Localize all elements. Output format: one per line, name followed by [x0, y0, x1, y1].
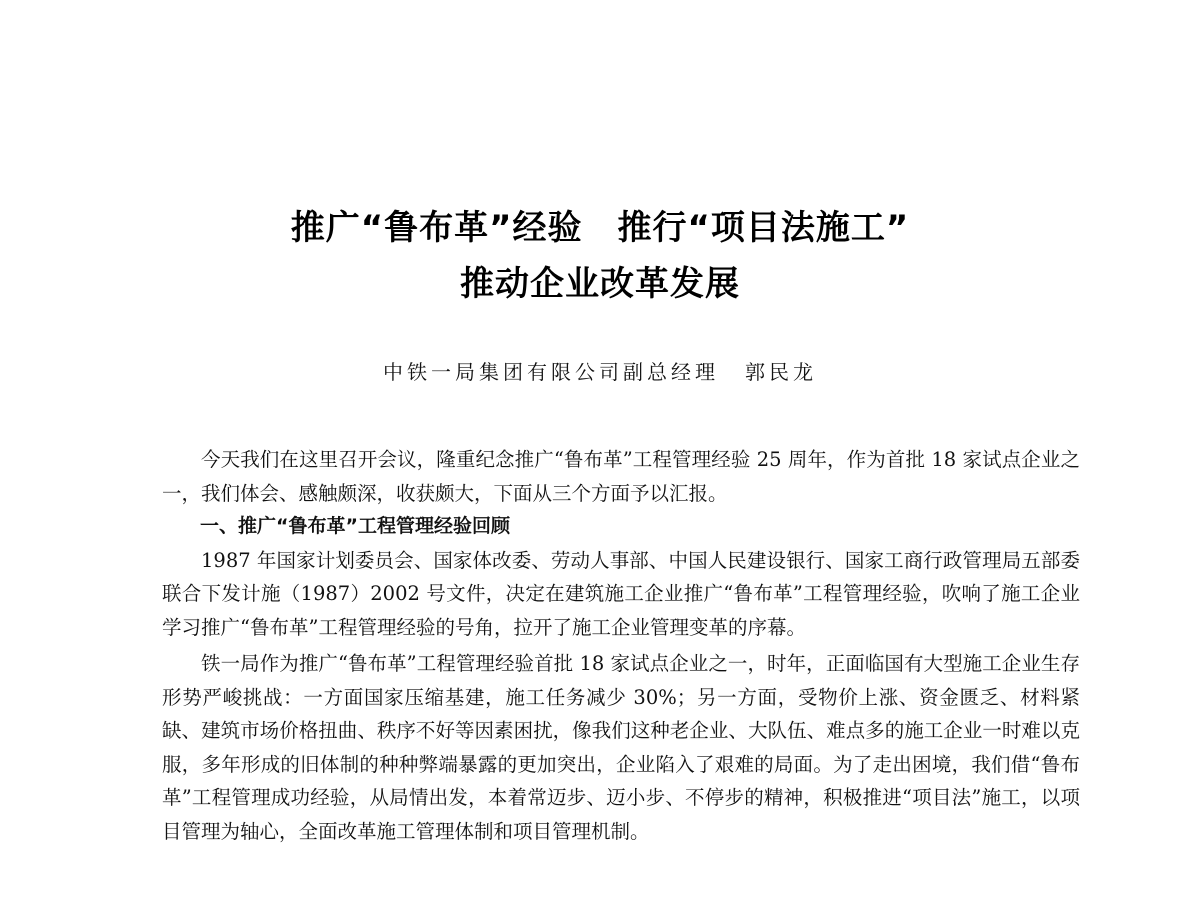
- author-organization: 中铁一局集团有限公司副总经理: [383, 360, 719, 384]
- section-heading: 一、推广“鲁布革”工程管理经验回顾: [200, 515, 510, 537]
- body-paragraph: 铁一局作为推广“鲁布革”工程管理经验首批 18 家试点企业之一，时年，正面临国有大型施工企业生存形势严峻挑战：一方面国家压缩基建，施工任务减少 30%；另一方面，受物价上涨、资金匮乏、材料紧缺、建筑市场价格扭曲、秩序不好等因素困扰，像我们这种老企业、大队伍、难点多的施工企业一时难以克服，多年形成的旧体制的种种弊端暴露的更加突出，企业陷入了艰难的局面。为了走出困境，我们借“鲁布革”工程管理成功经验，从局情出发，本着常迈步、迈小步、不停步的精神，积极推进“项目法”施工，以项目管理为轴心，全面改革施工管理体制和项目管理机制。: [162, 652, 1080, 843]
- document-title-line-2: 推动企业改革发展: [460, 264, 740, 304]
- author-line: [0, 356, 1200, 385]
- document-body: [162, 443, 1080, 848]
- document-title-line-1: 推广“鲁布革”经验 推行“项目法施工”: [290, 208, 910, 248]
- intro-paragraph: 今天我们在这里召开会议，隆重纪念推广“鲁布革”工程管理经验 25 周年，作为首批 18 家试点企业之一，我们体会、感触颇深，收获颇大，下面从三个方面予以汇报。: [162, 448, 1080, 505]
- body-paragraph: 1987 年国家计划委员会、国家体改委、劳动人事部、中国人民建设银行、国家工商行政管理局五部委联合下发计施（1987）2002 号文件，决定在建筑施工企业推广“鲁布革”工程管理经验，吹响了施工企业学习推广“鲁布革”工程管理经验的号角，拉开了施工企业管理变革的序幕。: [162, 548, 1080, 639]
- author-name: 郭民龙: [745, 360, 817, 384]
